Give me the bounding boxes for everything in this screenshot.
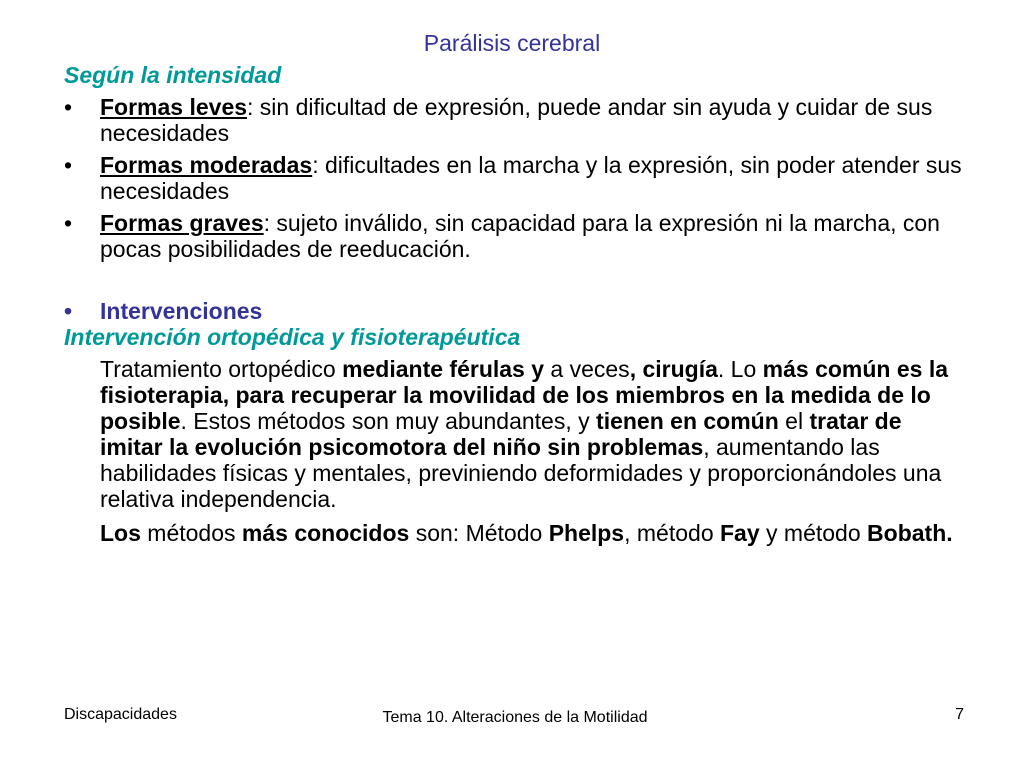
bullet-item	[64, 152, 964, 204]
text-run: . Estos métodos son muy abundantes, y	[180, 408, 597, 434]
text-run: el	[778, 408, 810, 434]
text-run: y método	[759, 520, 868, 546]
slide-content	[64, 62, 964, 546]
bullet-term: Formas moderadas	[100, 152, 313, 178]
bullet-dot: •	[64, 210, 73, 236]
text-run-bold: más conocidos	[241, 520, 410, 546]
paragraph-methods	[100, 520, 964, 546]
bullet-term: Formas leves	[100, 94, 248, 120]
text-run: . Lo	[717, 356, 763, 382]
footer-course: Discapacidades	[64, 706, 177, 723]
text-run-bold: mediante férulas y	[342, 356, 545, 382]
bullet-term: Formas graves	[100, 210, 264, 236]
text-run: a veces	[544, 356, 630, 382]
bullet-dot: •	[64, 94, 73, 120]
text-run-bold: tratar de imitar la evolución psicomotora del niño sin problemas	[100, 408, 902, 460]
text-run: , método	[624, 520, 720, 546]
section-heading-intensity: Según la intensidad	[64, 62, 282, 88]
bullet-description: : sujeto inválido, sin capacidad para la expresión ni la marcha, con pocas posibilidades de reeducación.	[100, 210, 940, 262]
text-run: Tratamiento ortopédico	[100, 356, 343, 382]
bullet-text	[100, 152, 964, 204]
text-run: son: Método	[409, 520, 549, 546]
bullet-text	[100, 94, 964, 146]
paragraph-treatment	[100, 356, 964, 512]
footer-topic: Tema 10. Alteraciones de la Motilidad	[382, 709, 648, 726]
bullet-dot: •	[64, 298, 73, 324]
interventions-label: Intervenciones	[100, 298, 263, 324]
section-heading-intervention: Intervención ortopédica y fisioterapéutica	[64, 324, 521, 350]
text-run-bold: Phelps	[548, 520, 625, 546]
bullet-description: : sin dificultad de expresión, puede andar sin ayuda y cuidar de sus necesidades	[100, 94, 933, 146]
slide-title: Parálisis cerebral	[423, 30, 601, 56]
text-run-bold: más común es la fisioterapia, para recuperar la movilidad de los miembros en la medida de lo posible	[100, 356, 949, 434]
text-run-bold: , cirugía	[629, 356, 718, 382]
footer-page-number: 7	[955, 706, 964, 723]
text-run: métodos	[140, 520, 242, 546]
text-run-bold: Los	[100, 520, 141, 546]
bullet-interventions	[64, 298, 964, 324]
bullet-item	[64, 210, 964, 262]
text-run-bold: Fay	[720, 520, 760, 546]
bullet-description: : dificultades en la marcha y la expresión, sin poder atender sus necesidades	[100, 152, 962, 204]
bullet-item	[64, 94, 964, 146]
text-run-bold: Bobath.	[867, 520, 953, 546]
bullet-text	[100, 210, 964, 262]
bullet-dot: •	[64, 152, 73, 178]
text-run-bold: tienen en común	[596, 408, 779, 434]
text-run: , aumentando las habilidades físicas y mentales, previniendo deformidades y proporcionándoles una relativa independencia.	[100, 434, 942, 512]
